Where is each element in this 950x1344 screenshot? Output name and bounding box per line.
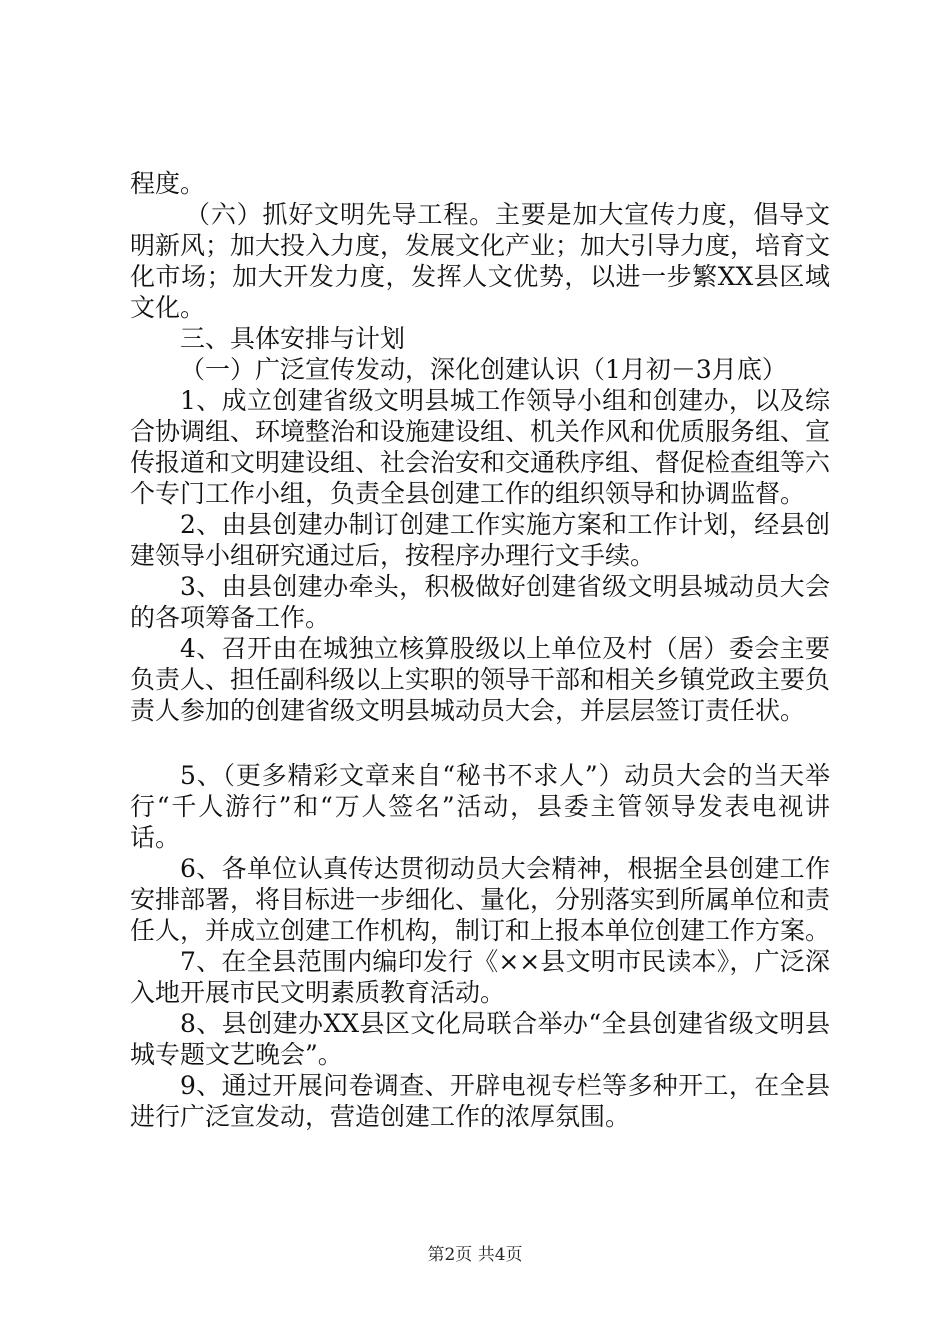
section-heading: 三、具体安排与计划: [180, 324, 406, 353]
paragraph: 2、由县创建办制订创建工作实施方案和工作计划，经县创建领导小组研究通过后，按程序办理行文手续。: [130, 510, 830, 570]
paragraph: 4、召开由在城独立核算股级以上单位及村（居）委会主要负责人、担任副科级以上实职的领导干部和相关乡镇党政主要负责人参加的创建省级文明县城动员大会，并层层签订责任状。: [130, 634, 831, 725]
paragraph: 3、由县创建办牵头，积极做好创建省级文明县城动员大会的各项筹备工作。: [130, 572, 830, 632]
paragraph: 1、成立创建省级文明县城工作领导小组和创建办，以及综合协调组、环境整治和设施建设组、机关作风和优质服务组、宣传报道和文明建设组、社会治安和交通秩序组、督促检查组等六个专门工作小组，负责全县创建工作的组织领导和协调监督。: [130, 386, 831, 508]
blank-line: [130, 726, 830, 760]
paragraph: （六）抓好文明先导工程。主要是加大宣传力度，倡导文明新风；加大投入力度，发展文化产业；加大引导力度，培育文化市场；加大开发力度，发挥人文优势，以进一步繁XX县区域文化。: [130, 200, 831, 322]
document-body: [130, 168, 830, 1132]
paragraph: 程度。: [130, 169, 206, 198]
paragraph: 9、通过开展问卷调查、开辟电视专栏等多种开工，在全县进行广泛宣发动，营造创建工作的浓厚氛围。: [130, 1071, 830, 1131]
paragraph: 6、各单位认真传达贯彻动员大会精神，根据全县创建工作安排部署，将目标进一步细化、量化，分别落实到所属单位和责任人，并成立创建工作机构，制订和上报本单位创建工作方案。: [130, 854, 831, 945]
subsection-heading: （一）广泛宣传发动，深化创建认识（1月初－3月底）: [180, 355, 787, 384]
paragraph: 8、县创建办XX县区文化局联合举办“全县创建省级文明县城专题文艺晚会”。: [130, 1009, 830, 1069]
paragraph: 5、（更多精彩文章来自“秘书不求人”）动员大会的当天举行“千人游行”和“万人签名”活动，县委主管领导发表电视讲话。: [130, 761, 830, 852]
page-number-footer: 第2页 共4页: [427, 1245, 523, 1265]
paragraph: 7、在全县范围内编印发行《××县文明市民读本》，广泛深入地开展市民文明素质教育活动。: [130, 947, 830, 1007]
